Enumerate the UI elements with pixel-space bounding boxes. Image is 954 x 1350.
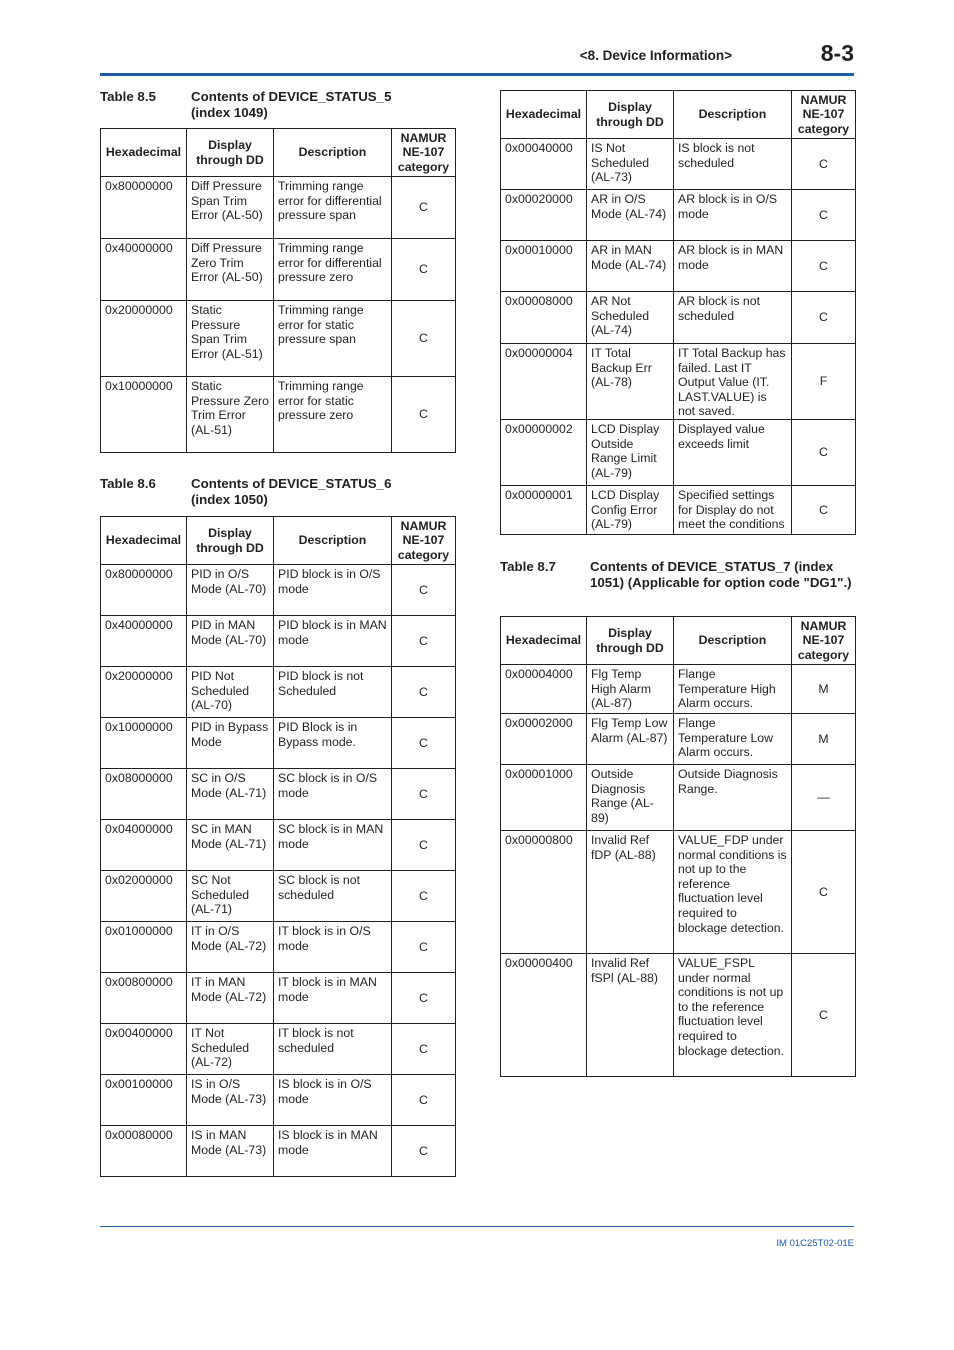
description-cell: IS block is in O/S mode [274,1075,392,1126]
display-through-dd-cell: SC Not Scheduled (AL-71) [187,871,274,922]
namur-category-cell: C [392,377,456,453]
header-description: Description [674,91,792,139]
namur-category-cell: C [392,616,456,667]
page-number: 8-3 [820,40,854,66]
namur-category-cell: F [792,344,856,420]
namur-category-cell: C [392,667,456,718]
namur-category-cell: C [392,718,456,769]
table-row [101,301,456,377]
table-row [101,1126,456,1177]
display-through-dd-cell: Flg Temp High Alarm (AL-87) [587,665,674,714]
hex-code-cell: 0x00001000 [501,765,587,831]
table-row [501,831,856,954]
display-through-dd-cell: IT in O/S Mode (AL-72) [187,922,274,973]
namur-category-cell: C [392,1075,456,1126]
namur-category-cell: C [392,239,456,301]
table-row [501,486,856,535]
table-row [101,973,456,1024]
namur-category-cell: C [792,292,856,344]
namur-category-cell: C [392,565,456,616]
table-row [501,241,856,292]
footer-rule [100,1226,854,1227]
table-row [501,765,856,831]
display-through-dd-cell: AR in O/S Mode (AL-74) [587,190,674,241]
namur-category-cell: C [792,241,856,292]
description-cell: PID block is in MAN mode [274,616,392,667]
namur-category-cell: C [392,1024,456,1075]
hex-code-cell: 0x20000000 [101,301,187,377]
hex-code-cell: 0x00010000 [501,241,587,292]
description-cell: IT block is not scheduled [274,1024,392,1075]
header-description: Description [274,129,392,177]
hex-code-cell: 0x00020000 [501,190,587,241]
namur-category-cell: C [392,769,456,820]
namur-category-cell: M [792,665,856,714]
table-header-row [101,129,456,177]
header-description: Description [674,617,792,665]
header-display-through-dd: Display through DD [187,517,274,565]
description-cell: AR block is in MAN mode [674,241,792,292]
hex-code-cell: 0x08000000 [101,769,187,820]
table-row [501,139,856,190]
hex-code-cell: 0x02000000 [101,871,187,922]
display-through-dd-cell: SC in MAN Mode (AL-71) [187,820,274,871]
hex-code-cell: 0x00000400 [501,954,587,1077]
header-namur-category: NAMUR NE-107 category [792,617,856,665]
description-cell: Flange Temperature High Alarm occurs. [674,665,792,714]
table-row [101,239,456,301]
display-through-dd-cell: LCD Display Config Error (AL-79) [587,486,674,535]
description-cell: SC block is not scheduled [274,871,392,922]
table-title: Contents of DEVICE_STATUS_7 (index 1051) (Applicable for option code "DG1".) [590,559,852,590]
hex-code-cell: 0x00080000 [101,1126,187,1177]
table-row [101,1075,456,1126]
display-through-dd-cell: IT Not Scheduled (AL-72) [187,1024,274,1075]
table-row [101,871,456,922]
namur-category-cell: C [392,177,456,239]
hex-code-cell: 0x00004000 [501,665,587,714]
display-through-dd-cell: IT Total Backup Err (AL-78) [587,344,674,420]
description-cell: Outside Diagnosis Range. [674,765,792,831]
description-cell: VALUE_FSPL under normal conditions is not up to the reference fluctuation level required to blockage detection. [674,954,792,1077]
description-cell: Flange Temperature Low Alarm occurs. [674,714,792,765]
namur-category-cell: C [792,190,856,241]
table-header-row [501,617,856,665]
display-through-dd-cell: Invalid Ref fSPl (AL-88) [587,954,674,1077]
display-through-dd-cell: Outside Diagnosis Range (AL-89) [587,765,674,831]
description-cell: SC block is in MAN mode [274,820,392,871]
hex-code-cell: 0x00000001 [501,486,587,535]
hex-code-cell: 0x40000000 [101,239,187,301]
table-8-7 [500,616,856,1077]
table-row [101,616,456,667]
namur-category-cell: C [792,139,856,190]
namur-category-cell: C [392,301,456,377]
display-through-dd-cell: PID in O/S Mode (AL-70) [187,565,274,616]
table-row [101,1024,456,1075]
description-cell: Trimming range error for static pressure span [274,301,392,377]
namur-category-cell: C [792,831,856,954]
table-row [501,420,856,486]
namur-category-cell: — [792,765,856,831]
description-cell: IT block is in O/S mode [274,922,392,973]
header-rule [100,73,854,76]
display-through-dd-cell: PID Not Scheduled (AL-70) [187,667,274,718]
header-hexadecimal: Hexadecimal [101,129,187,177]
hex-code-cell: 0x00000002 [501,420,587,486]
table-row [101,377,456,453]
display-through-dd-cell: LCD Display Outside Range Limit (AL-79) [587,420,674,486]
namur-category-cell: C [792,420,856,486]
namur-category-cell: C [392,820,456,871]
description-cell: Trimming range error for static pressure zero [274,377,392,453]
table-row [101,769,456,820]
table-title: Contents of DEVICE_STATUS_5 (index 1049) [191,89,392,120]
description-cell: IT block is in MAN mode [274,973,392,1024]
display-through-dd-cell: IS in O/S Mode (AL-73) [187,1075,274,1126]
table-row [101,718,456,769]
display-through-dd-cell: Flg Temp Low Alarm (AL-87) [587,714,674,765]
description-cell: VALUE_FDP under normal conditions is not up to the reference fluctuation level required to blockage detection. [674,831,792,954]
table-row [501,665,856,714]
table-8-6-continued [500,90,856,535]
namur-category-cell: M [792,714,856,765]
table-label: Table 8.7 [500,559,556,574]
description-cell: AR block is not scheduled [674,292,792,344]
description-cell: IS block is not scheduled [674,139,792,190]
hex-code-cell: 0x00100000 [101,1075,187,1126]
table-row [501,292,856,344]
hex-code-cell: 0x80000000 [101,565,187,616]
description-cell: PID block is in O/S mode [274,565,392,616]
display-through-dd-cell: Static Pressure Span Trim Error (AL-51) [187,301,274,377]
namur-category-cell: C [392,1126,456,1177]
description-cell: PID block is not Scheduled [274,667,392,718]
description-cell: Trimming range error for differential pressure span [274,177,392,239]
display-through-dd-cell: PID in MAN Mode (AL-70) [187,616,274,667]
description-cell: SC block is in O/S mode [274,769,392,820]
display-through-dd-cell: AR in MAN Mode (AL-74) [587,241,674,292]
header-hexadecimal: Hexadecimal [101,517,187,565]
hex-code-cell: 0x00008000 [501,292,587,344]
namur-category-cell: C [392,973,456,1024]
namur-category-cell: C [792,486,856,535]
table-row [101,922,456,973]
display-through-dd-cell: Diff Pressure Zero Trim Error (AL-50) [187,239,274,301]
header-namur-category: NAMUR NE-107 category [392,517,456,565]
table-row [101,667,456,718]
hex-code-cell: 0x00400000 [101,1024,187,1075]
table-row [501,954,856,1077]
hex-code-cell: 0x00000004 [501,344,587,420]
header-namur-category: NAMUR NE-107 category [392,129,456,177]
description-cell: Specified settings for Display do not meet the conditions [674,486,792,535]
header-description: Description [274,517,392,565]
display-through-dd-cell: PID in Bypass Mode [187,718,274,769]
table-row [501,344,856,420]
description-cell: IT Total Backup has failed. Last IT Output Value (IT. LAST.VALUE) is not saved. [674,344,792,420]
header-display-through-dd: Display through DD [587,617,674,665]
description-cell: Trimming range error for differential pressure zero [274,239,392,301]
display-through-dd-cell: Invalid Ref fDP (AL-88) [587,831,674,954]
header-display-through-dd: Display through DD [187,129,274,177]
table-8-6 [100,516,456,1177]
table-8-5 [100,128,456,453]
table-label: Table 8.6 [100,476,156,491]
hex-code-cell: 0x00800000 [101,973,187,1024]
table-header-row [101,517,456,565]
display-through-dd-cell: Static Pressure Zero Trim Error (AL-51) [187,377,274,453]
table-row [101,820,456,871]
hex-code-cell: 0x01000000 [101,922,187,973]
table-title: Contents of DEVICE_STATUS_6 (index 1050) [191,476,392,507]
display-through-dd-cell: Diff Pressure Span Trim Error (AL-50) [187,177,274,239]
hex-code-cell: 0x80000000 [101,177,187,239]
table-label: Table 8.5 [100,89,156,104]
hex-code-cell: 0x40000000 [101,616,187,667]
hex-code-cell: 0x10000000 [101,377,187,453]
table-row [101,565,456,616]
table-row [501,714,856,765]
display-through-dd-cell: IS Not Scheduled (AL-73) [587,139,674,190]
display-through-dd-cell: IS in MAN Mode (AL-73) [187,1126,274,1177]
table-row [101,177,456,239]
hex-code-cell: 0x04000000 [101,820,187,871]
header-hexadecimal: Hexadecimal [501,617,587,665]
hex-code-cell: 0x20000000 [101,667,187,718]
header-namur-category: NAMUR NE-107 category [792,91,856,139]
namur-category-cell: C [392,871,456,922]
hex-code-cell: 0x00000800 [501,831,587,954]
description-cell: Displayed value exceeds limit [674,420,792,486]
header-hexadecimal: Hexadecimal [501,91,587,139]
display-through-dd-cell: SC in O/S Mode (AL-71) [187,769,274,820]
description-cell: PID Block is in Bypass mode. [274,718,392,769]
section-title: <8. Device Information> [579,48,732,63]
display-through-dd-cell: IT in MAN Mode (AL-72) [187,973,274,1024]
header-display-through-dd: Display through DD [587,91,674,139]
table-header-row [501,91,856,139]
description-cell: AR block is in O/S mode [674,190,792,241]
namur-category-cell: C [792,954,856,1077]
display-through-dd-cell: AR Not Scheduled (AL-74) [587,292,674,344]
hex-code-cell: 0x00002000 [501,714,587,765]
description-cell: IS block is in MAN mode [274,1126,392,1177]
document-id: IM 01C25T02-01E [776,1238,854,1249]
table-row [501,190,856,241]
hex-code-cell: 0x10000000 [101,718,187,769]
namur-category-cell: C [392,922,456,973]
hex-code-cell: 0x00040000 [501,139,587,190]
